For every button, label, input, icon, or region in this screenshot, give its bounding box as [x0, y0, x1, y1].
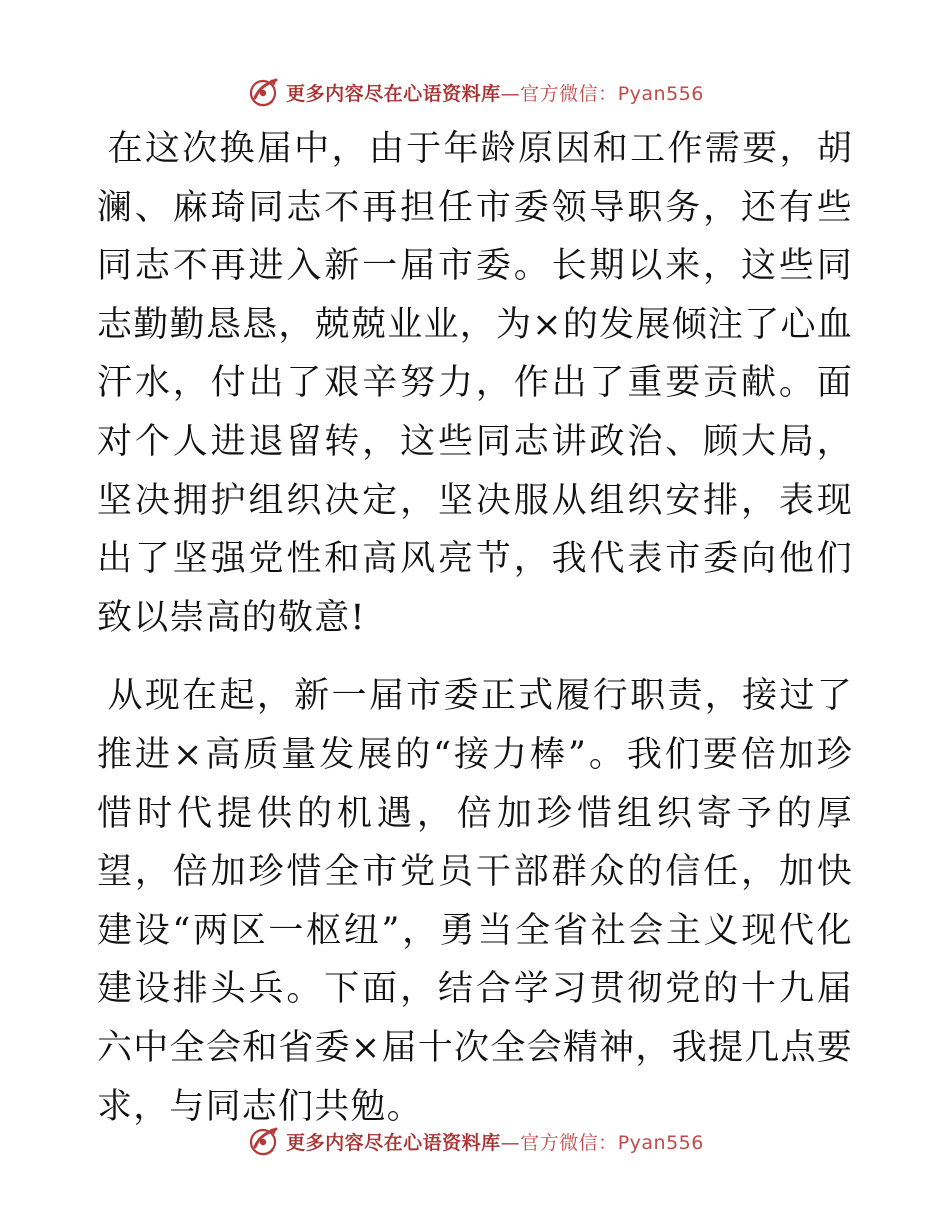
footer-site-name: 更多内容尽在心语资料库: [286, 1131, 501, 1154]
footer-banner-text: [286, 1128, 704, 1155]
document-body: [97, 120, 853, 1136]
footer-wechat-label: 官方微信：: [520, 1131, 618, 1154]
footer-dash: —: [500, 1131, 521, 1154]
paragraph-1: 在这次换届中，由于年龄原因和工作需要，胡澜、麻琦同志不再担任市委领导职务，还有些同志不再进入新一届市委。长期以来，这些同志勤勤恳恳，兢兢业业，为×的发展倾注了心血汗水，付出了艰辛努力，作出了重要贡献。面对个人进退留转，这些同志讲政治、顾大局，坚决拥护组织决定，坚决服从组织安排，表现出了坚强党性和高风亮节，我代表市委向他们致以崇高的敬意!: [97, 129, 853, 638]
paragraph-2: 从现在起，新一届市委正式履行职责，接过了推进×高质量发展的“接力棒”。我们要倍加珍惜时代提供的机遇，倍加珍惜组织寄予的厚望，倍加珍惜全市党员干部群众的信任，加快建设“两区一枢纽”，勇当全省社会主义现代化建设排头兵。下面，结合学习贯彻党的十九届六中全会和省委×届十次全会精神，我提几点要求，与同志们共勉。: [97, 676, 853, 1127]
header-wechat-label: 官方微信：: [520, 82, 618, 105]
footer-banner: [0, 1121, 950, 1161]
header-site-name: 更多内容尽在心语资料库: [286, 82, 501, 105]
logo-icon: [246, 74, 282, 110]
logo-icon: [246, 1123, 282, 1159]
header-banner-text: [286, 79, 704, 106]
footer-wechat-id: Pyan556: [617, 1131, 704, 1154]
header-dash: —: [500, 82, 521, 105]
header-wechat-id: Pyan556: [617, 82, 704, 105]
header-banner: [0, 72, 950, 112]
